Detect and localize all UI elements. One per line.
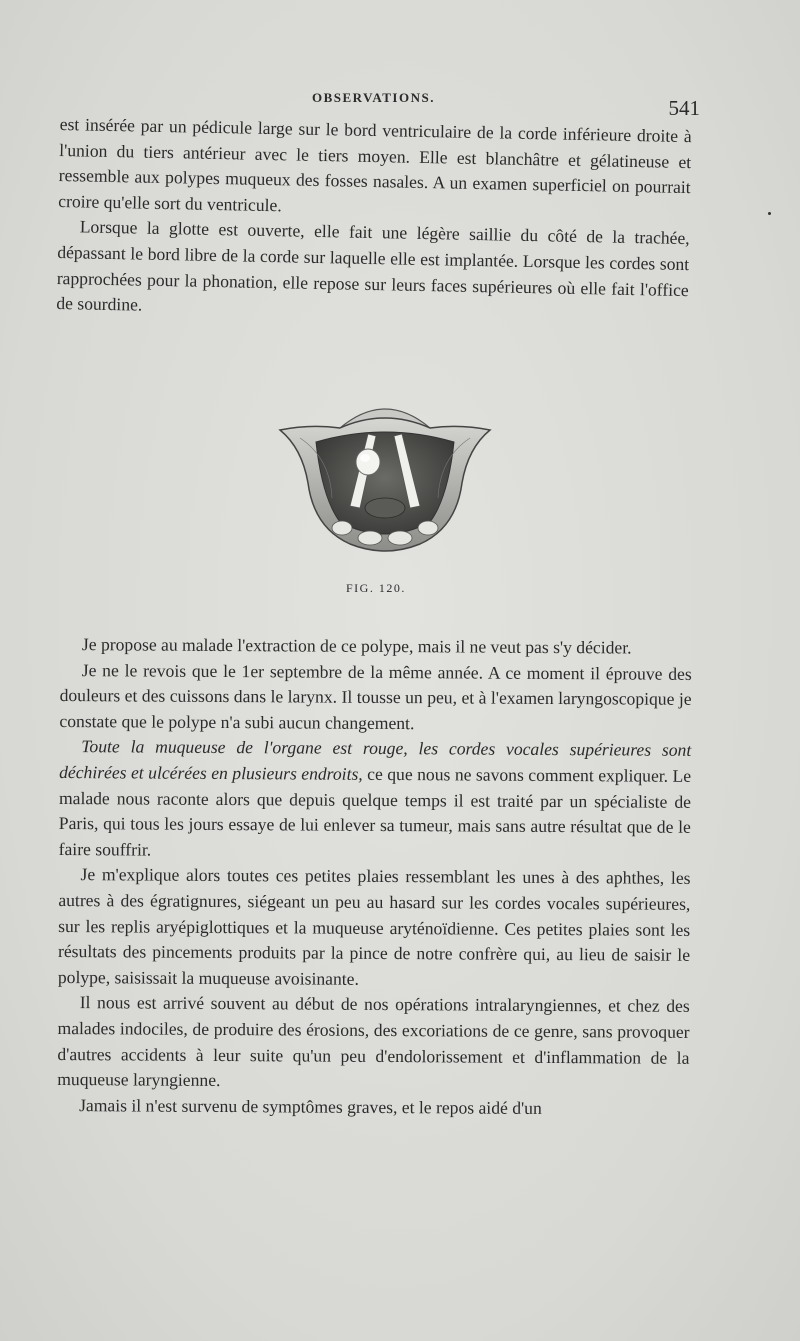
paragraph: Lorsque la glotte est ouverte, elle fait une légère saillie du côté de la trachée, dépassant le bord libre de la corde sur laquelle elle est implantée. Lorsque les cordes sont rapprochées pour la phonation, elle repose sur leurs faces supérieures où elle fait l'office de sourdine.	[56, 216, 690, 315]
upper-text	[56, 112, 692, 329]
paragraph: Je propose au malade l'extraction de ce polype, mais il ne veut pas s'y décider.	[81, 634, 632, 658]
italic-phrase: Toute la muqueuse de l'organe est rouge, les cordes vocales supérieures sont déchirées et ulcérées en plusieurs endroits,	[59, 736, 692, 784]
ink-speck	[768, 212, 771, 215]
page-number: 541	[668, 96, 700, 120]
paragraph: Il nous est arrivé souvent au début de nos opérations intralaryngiennes, et chez des malades indociles, de produire des érosions, des excoriations de ce genre, sans provoquer d'autres accidents à leur suite qu'un peu d'endolorissement et d'inflammation de la muqueuse laryngienne.	[57, 992, 690, 1091]
larynx-illustration	[270, 388, 500, 568]
figure-caption: FIG. 120.	[346, 581, 406, 595]
paragraph: Jamais il n'est survenu de symptômes graves, et le repos aidé d'un	[79, 1094, 542, 1118]
paragraph	[59, 734, 692, 866]
paragraph: Je ne le revois que le 1er septembre de la même année. A ce moment il éprouve des douleurs et des cuissons dans le larynx. Il tousse un peu, et à l'examen laryngoscopique je constate que le polype n'a subi aucun changement.	[59, 659, 692, 733]
paragraph: Je m'explique alors toutes ces petites plaies ressemblant les unes à des aphthes, les autres à des égratignures, siégeant un peu au hasard sur les cordes vocales supérieures, sur les replis aryépiglottiques et la muqueuse aryténoïdienne. Ces petites plaies sont les résultats des pincements produits par la pince de notre confrère qui, au lieu de saisir le polype, saisissait la muqueuse avoisinante.	[57, 864, 691, 989]
lower-text	[57, 632, 692, 1122]
paragraph-continuation: ce que nous ne savons comment expliquer. Le malade nous raconte alors que depuis quelque temps il est traité par un spécialiste de Paris, qui tous les jours essaye de lui enlever sa tumeur, mais sans autre résultat que de le faire souffrir.	[58, 763, 692, 860]
paragraph: est insérée par un pédicule large sur le bord ventriculaire de la corde inférieure droite à l'union du tiers antérieur avec le tiers moyen. Elle est blanchâtre et gélatineuse et ressemble aux polypes muqueux des fosses nasales. A un examen superficiel on pourrait croire qu'elle sort du ventricule.	[58, 113, 692, 216]
running-title: OBSERVATIONS.	[312, 90, 435, 105]
